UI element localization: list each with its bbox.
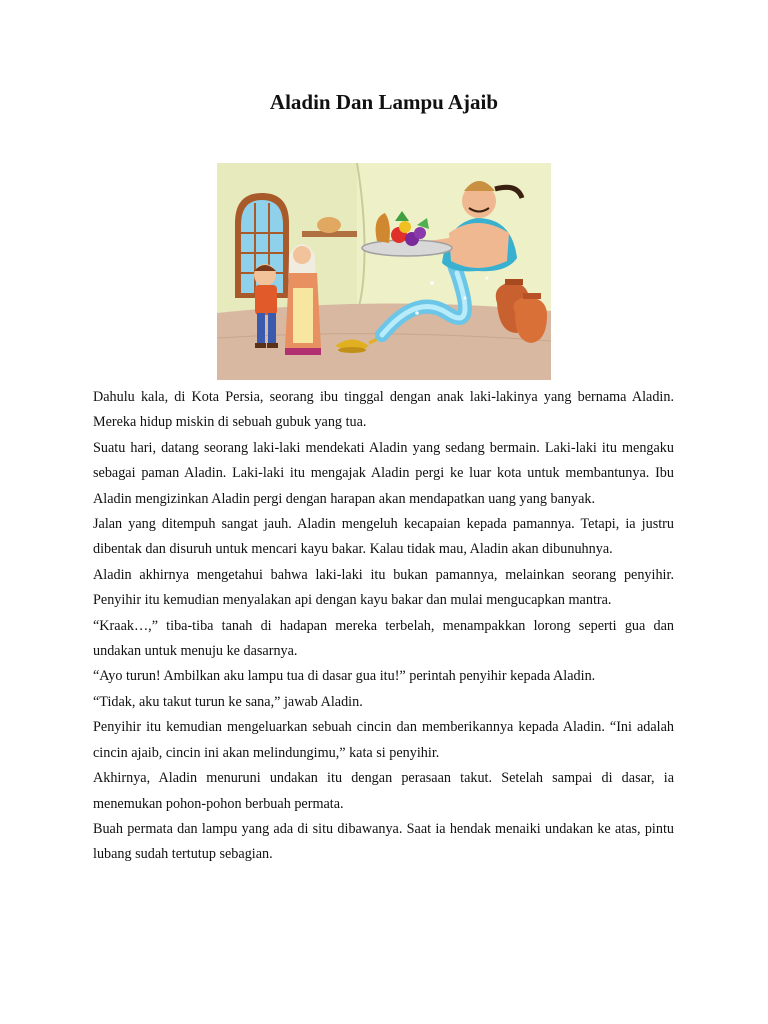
story-paragraph: Suatu hari, datang seorang laki-laki mendekati Aladin yang sedang bermain. Laki-laki itu mengaku sebagai paman Aladin. Laki-laki itu mengajak Aladin pergi ke luar kota untuk membantunya. Ibu Aladin mengizinkan Aladin pergi dengan harapan akan mendapatkan uang yang banyak. bbox=[93, 439, 674, 507]
story-paragraph: Buah permata dan lampu yang ada di situ dibawanya. Saat ia hendak menaiki undakan ke atas, pintu lubang sudah tertutup sebagian. bbox=[93, 820, 674, 863]
story-paragraph: Akhirnya, Aladin menuruni undakan itu dengan perasaan takut. Setelah sampai di dasar, ia menemukan pohon-pohon berbuah permata. bbox=[93, 770, 674, 812]
story-illustration bbox=[217, 163, 551, 380]
story-paragraph: Penyihir itu kemudian mengeluarkan sebuah cincin dan memberikannya kepada Aladin. “Ini adalah cincin ajaib, cincin ini akan melindungimu,” kata si penyihir. bbox=[93, 719, 674, 761]
story-paragraph: Aladin akhirnya mengetahui bahwa laki-laki itu bukan pamannya, melainkan seorang penyihir. Penyihir itu kemudian menyalakan api dengan kayu bakar dan mulai mengucapkan mantra. bbox=[93, 566, 674, 609]
story-paragraph: “Kraak…,” tiba-tiba tanah di hadapan mereka terbelah, menampakkan lorong seperti gua dan undakan untuk menuju ke dasarnya. bbox=[93, 617, 674, 660]
story-title: Aladin Dan Lampu Ajaib bbox=[269, 90, 499, 114]
story-body bbox=[93, 385, 674, 868]
story-paragraph: Jalan yang ditempuh sangat jauh. Aladin mengeluh kecapaian kepada pamannya. Tetapi, ia justru dibentak dan disuruh untuk mencari kayu bakar. Kalau tidak mau, Aladin akan dibunuhnya. bbox=[93, 516, 674, 558]
story-paragraph: Dahulu kala, di Kota Persia, seorang ibu tinggal dengan anak laki-lakinya yang bernama Aladin. Mereka hidup miskin di sebuah gubuk yang tua. bbox=[93, 389, 674, 431]
story-paragraph: “Ayo turun! Ambilkan aku lampu tua di dasar gua itu!” perintah penyihir kepada Aladin. bbox=[93, 668, 596, 685]
story-paragraph: “Tidak, aku takut turun ke sana,” jawab Aladin. bbox=[93, 693, 363, 710]
